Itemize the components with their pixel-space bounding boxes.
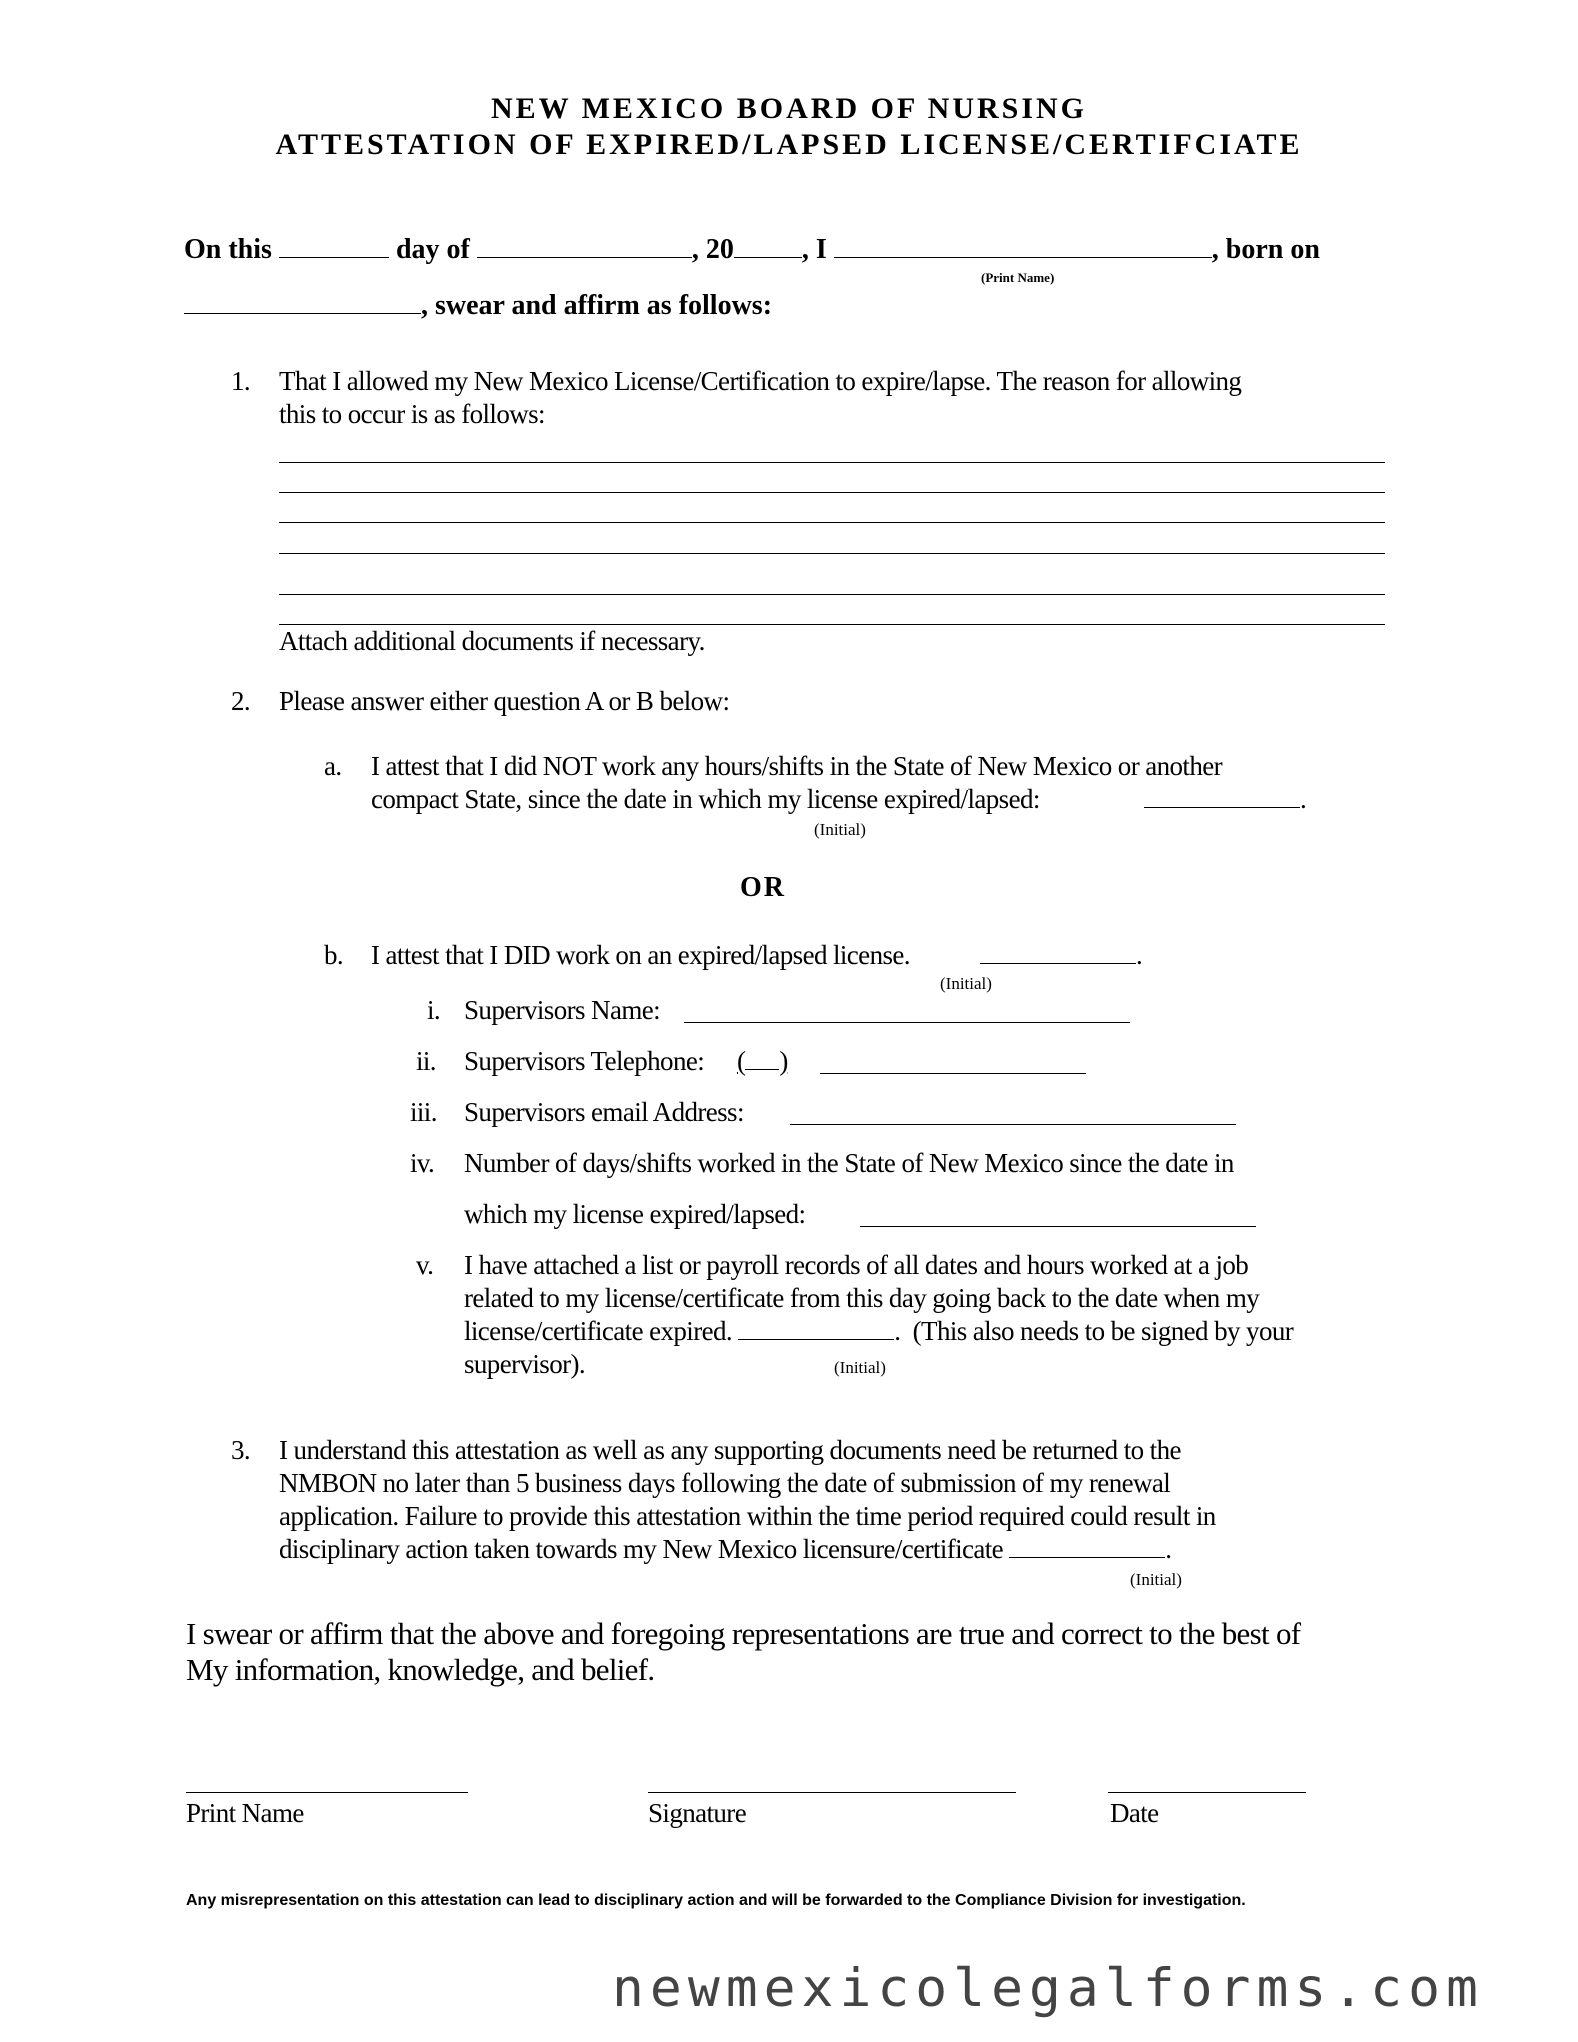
swear-line xyxy=(184,290,772,322)
reason-line-4[interactable] xyxy=(279,553,1385,554)
print-name-field[interactable] xyxy=(834,235,1212,258)
year-field[interactable] xyxy=(734,235,802,258)
item3-number: 3. xyxy=(231,1435,251,1465)
swear-text: , swear and affirm as follows: xyxy=(421,290,773,321)
reason-line-3[interactable] xyxy=(279,522,1385,523)
form-title-line2: ATTESTATION OF EXPIRED/LAPSED LICENSE/CERTIFCIATE xyxy=(275,128,1303,161)
sub-v-text-line4: supervisor). xyxy=(464,1349,586,1379)
sub-v-text-line2: related to my license/certificate from this day going back to the date when my xyxy=(464,1283,1260,1313)
supervisor-email-field[interactable] xyxy=(790,1124,1236,1125)
item3-text-line3: application. Failure to provide this attestation within the time period required could result in xyxy=(279,1501,1216,1531)
day-field[interactable] xyxy=(279,235,389,258)
option-a-text-line1: I attest that I did NOT work any hours/shifts in the State of New Mexico or another xyxy=(371,751,1223,781)
born-on-text: , born on xyxy=(1211,234,1320,265)
form-title-line1: NEW MEXICO BOARD OF NURSING xyxy=(490,92,1088,125)
sub-iv-text-line2: which my license expired/lapsed: xyxy=(464,1199,806,1229)
supervisor-phone-field[interactable] xyxy=(820,1073,1086,1074)
date-label: Date xyxy=(1110,1798,1159,1828)
option-a-initial-wrap: . xyxy=(1144,784,1306,815)
print-name-caption: (Print Name) xyxy=(981,270,1055,285)
attach-docs-note: Attach additional documents if necessary. xyxy=(279,626,705,656)
item3-initial-caption: (Initial) xyxy=(1130,1570,1182,1589)
date-line[interactable] xyxy=(1108,1792,1306,1793)
item3-text-line4-label: disciplinary action taken towards my New Mexico licensure/certificate xyxy=(279,1534,1004,1564)
month-field[interactable] xyxy=(477,235,692,258)
option-a-initial-caption: (Initial) xyxy=(814,820,866,839)
on-this-text: On this xyxy=(184,234,272,265)
sub-iv-number: iv. xyxy=(410,1148,435,1178)
reason-line-1[interactable] xyxy=(279,462,1385,463)
supervisor-name-field[interactable] xyxy=(684,1022,1130,1023)
signature-label: Signature xyxy=(648,1798,747,1828)
watermark-text: newmexicolegalforms.com xyxy=(612,1958,1484,2019)
payroll-initial-field[interactable] xyxy=(738,1317,894,1340)
item1-number: 1. xyxy=(231,366,251,396)
option-a-letter: a. xyxy=(324,751,342,781)
sub-ii-number: ii. xyxy=(416,1046,436,1076)
days-worked-field[interactable] xyxy=(860,1226,1256,1227)
item3-text-line2: NMBON no later than 5 business days following the date of submission of my renewal xyxy=(279,1468,1171,1498)
sub-v-text-line1: I have attached a list or payroll records of all dates and hours worked at a job xyxy=(464,1250,1249,1280)
item2-text: Please answer either question A or B below: xyxy=(279,686,730,716)
sub-i-number: i. xyxy=(427,995,441,1025)
reason-line-2[interactable] xyxy=(279,492,1385,493)
sub-v-text-line3b: (This also needs to be signed by your xyxy=(912,1316,1294,1346)
sub-v-text-line3a: license/certificate expired. xyxy=(464,1316,733,1346)
option-b-initial-wrap: . xyxy=(980,940,1142,971)
day-of-text: day of xyxy=(395,234,470,265)
birth-date-field[interactable] xyxy=(184,291,421,314)
item3-initial-field[interactable] xyxy=(1009,1535,1165,1558)
print-name-label: Print Name xyxy=(186,1798,304,1828)
sub-v-text-line3: license/certificate expired. . (This also needs to be signed by your xyxy=(464,1316,1294,1346)
signature-line[interactable] xyxy=(648,1792,1016,1793)
sub-v-number: v. xyxy=(416,1250,434,1280)
option-a-text-line2: compact State, since the date in which my license expired/lapsed: xyxy=(371,784,1040,814)
closing-statement-line2: My information, knowledge, and belief. xyxy=(186,1652,655,1687)
option-b-initial-caption: (Initial) xyxy=(940,974,992,993)
area-code-field[interactable] xyxy=(745,1047,779,1070)
sub-iii-number: iii. xyxy=(410,1097,437,1127)
comma-i-text: , I xyxy=(801,234,827,265)
sub-i-text: Supervisors Name: xyxy=(464,995,661,1025)
footer-notice: Any misrepresentation on this attestation can lead to disciplinary action and will be forwarded to the Compliance Division for investigation. xyxy=(186,1892,1246,1909)
closing-statement-line1: I swear or affirm that the above and foregoing representations are true and correct to the best of xyxy=(186,1616,1301,1651)
print-name-signature-line[interactable] xyxy=(186,1792,468,1793)
year-prefix-text: , 20 xyxy=(691,234,734,265)
payroll-initial-caption: (Initial) xyxy=(834,1358,886,1377)
or-separator: OR xyxy=(740,872,786,903)
item3-text-line1: I understand this attestation as well as any supporting documents need be returned to the xyxy=(279,1435,1181,1465)
reason-line-5[interactable] xyxy=(279,594,1385,595)
option-a-initial-field[interactable] xyxy=(1144,785,1300,808)
item1-text-line1: That I allowed my New Mexico License/Certification to expire/lapse. The reason for allowing xyxy=(279,366,1242,396)
option-b-letter: b. xyxy=(324,940,344,970)
item3-text-line4: disciplinary action taken towards my New Mexico licensure/certificate . xyxy=(279,1534,1172,1564)
sub-ii-text: Supervisors Telephone: xyxy=(464,1046,705,1076)
option-b-text: I attest that I DID work on an expired/lapsed license. xyxy=(371,940,910,970)
item2-number: 2. xyxy=(231,686,251,716)
sub-iii-text: Supervisors email Address: xyxy=(464,1097,744,1127)
item1-text-line2: this to occur is as follows: xyxy=(279,399,545,429)
area-code-wrap: ( ) xyxy=(737,1046,788,1076)
option-b-initial-field[interactable] xyxy=(980,941,1136,964)
sub-iv-text-line1: Number of days/shifts worked in the State of New Mexico since the date in xyxy=(464,1148,1234,1178)
reason-line-6[interactable] xyxy=(279,624,1385,625)
opening-line xyxy=(184,234,1320,266)
